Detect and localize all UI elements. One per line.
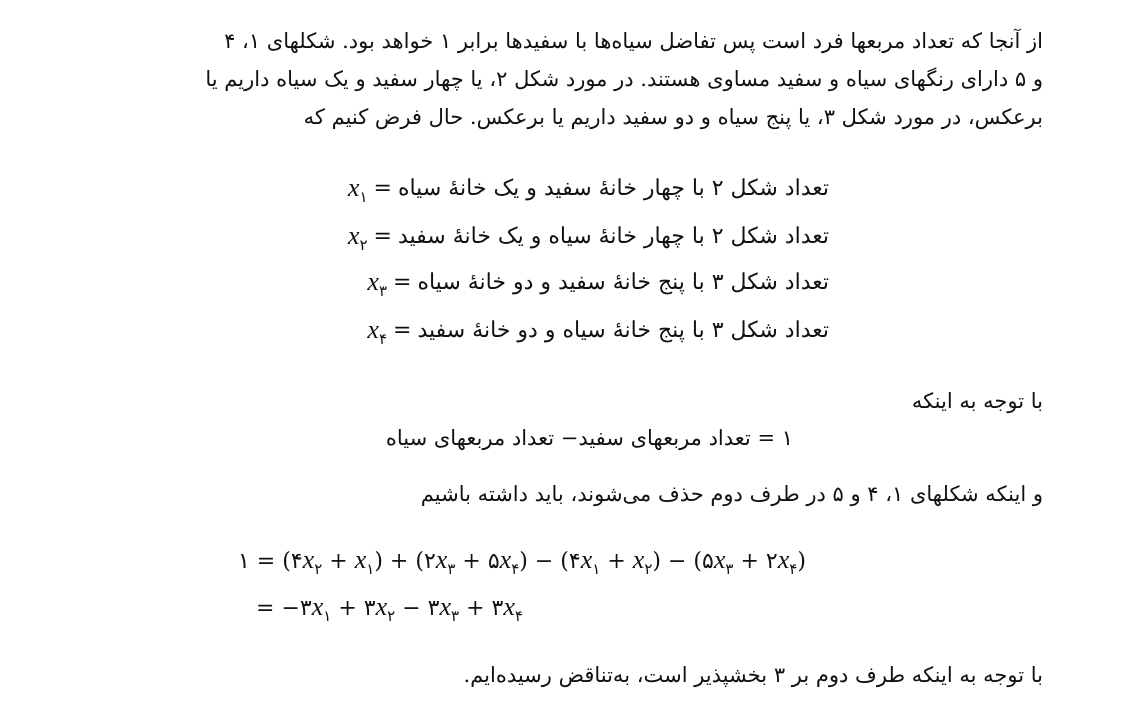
equals-sign: = <box>393 269 412 295</box>
equation-line-1 <box>238 545 806 578</box>
variable: $x_۴$ <box>367 315 388 348</box>
and-line: و اینکه شکلهای ۱، ۴ و ۵ در طرف دوم حذف می‌شوند، باید داشته باشیم <box>420 482 1043 506</box>
given-equation: ۱ = تعداد مربعهای سفید− تعداد مربعهای سیاه <box>385 426 793 450</box>
equation-line-2 <box>256 592 523 625</box>
equals-sign: = <box>373 223 392 249</box>
variable: $x_۳$ <box>367 267 388 300</box>
definition-label: تعداد شکل ۳ با پنج خانهٔ سیاه و دو خانهٔ سفید <box>417 317 829 343</box>
variable: $x_۱$ <box>347 173 368 206</box>
equals-sign: = <box>373 175 392 201</box>
intro-line-2: و ۵ دارای رنگهای سیاه و سفید مساوی هستند. در مورد شکل ۲، یا چهار سفید و یک سیاه داریم یا <box>205 67 1043 91</box>
equation-line-1-text: ۱ = $(۴x_۲ + x_۱)$ + ($۲x_۳$ + $۵x_۴$) − $(۴x_۱ + x_۲)$ − ($۵x_۳$ + $۲x_۴$) <box>238 545 806 578</box>
intro-line-1: از آنجا که تعداد مربعها فرد است پس تفاضل سیاه‌ها با سفیدها برابر ۱ خواهد بود. شکلهای ۱، ۴ <box>224 29 1043 53</box>
equation-line-2-text: = $-۳x_۱$ + $۳x_۲$ − $۳x_۳$ + $۳x_۴$ <box>256 592 523 625</box>
variable: $x_۲$ <box>347 221 368 254</box>
definition-row-3 <box>367 260 829 304</box>
definition-row-4 <box>367 308 829 352</box>
equals-sign: = <box>393 317 412 343</box>
intro-line-3: برعکس، در مورد شکل ۳، یا پنج سیاه و دو سفید داریم یا برعکس. حال فرض کنیم که <box>303 105 1043 129</box>
given-intro: با توجه به اینکه <box>911 389 1043 413</box>
definition-label: تعداد شکل ۲ با چهار خانهٔ سیاه و یک خانهٔ سفید <box>397 223 829 249</box>
definition-label: تعداد شکل ۲ با چهار خانهٔ سفید و یک خانهٔ سیاه <box>397 175 829 201</box>
conclusion: با توجه به اینکه طرف دوم بر ۳ بخشپذیر است، به‌تناقض رسیده‌ایم. <box>463 663 1043 687</box>
definition-row-1 <box>348 166 829 210</box>
definition-label: تعداد شکل ۳ با پنج خانهٔ سفید و دو خانهٔ سیاه <box>417 269 829 295</box>
definition-row-2 <box>348 214 829 258</box>
